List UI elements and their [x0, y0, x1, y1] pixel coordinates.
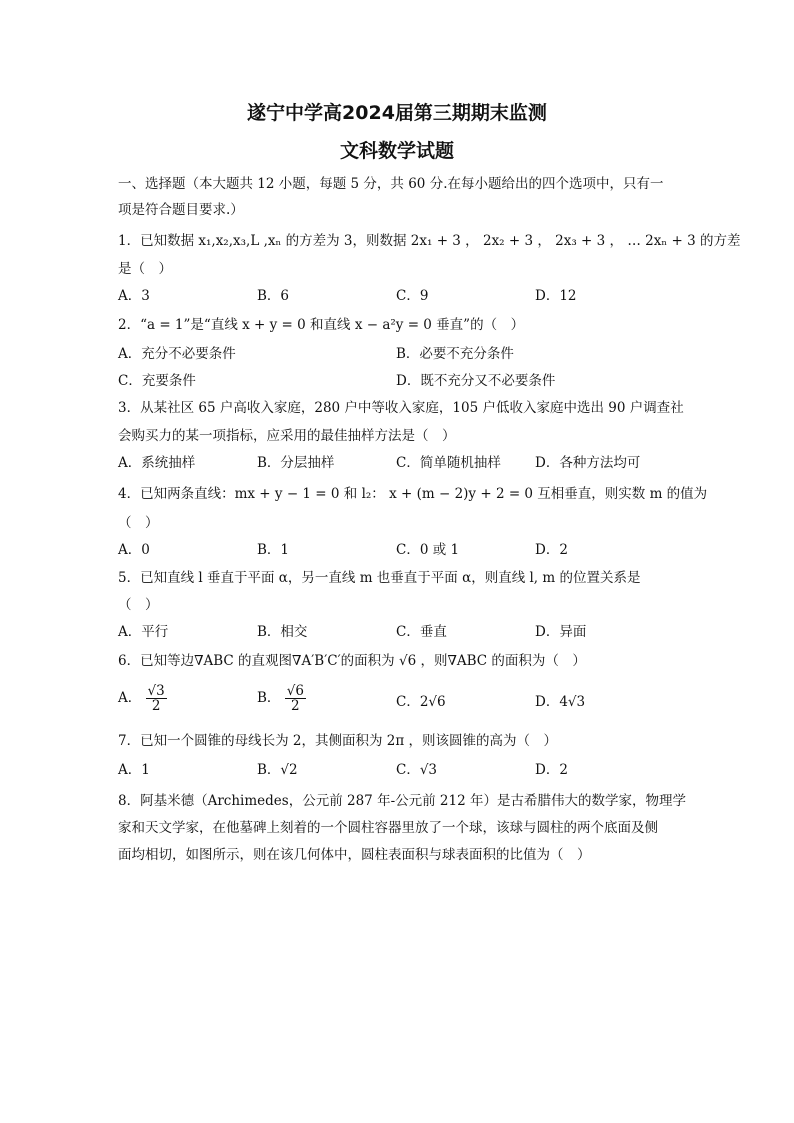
- q5-option-c: C．垂直: [396, 624, 447, 640]
- q7-option-a: A．1: [118, 762, 150, 778]
- q5-stem-line1: 5．已知直线 l 垂直于平面 α，另一直线 m 也垂直于平面 α，则直线 l, m 的位置关系是: [118, 570, 641, 586]
- q4-option-b: B．1: [257, 542, 290, 558]
- q6-option-a-fraction: [146, 684, 167, 713]
- exam-title: 遂宁中学高2024届第三期期末监测: [247, 102, 547, 124]
- q3-option-b: B．分层抽样: [257, 455, 335, 471]
- q6-option-a-label: A．: [118, 690, 142, 706]
- q7-option-d: D．2: [535, 762, 568, 778]
- q4-option-c: C．0 或 1: [396, 542, 460, 558]
- q6-option-a-numerator: √3: [147, 683, 165, 699]
- q4-stem-line2: （ ）: [118, 515, 159, 531]
- q7-option-c: C．√3: [396, 762, 438, 778]
- q8-stem-line2: 家和天文学家，在他墓碑上刻着的一个圆柱容器里放了一个球，该球与圆柱的两个底面及侧: [118, 820, 658, 836]
- section-instructions-line1: 一、选择题（本大题共 12 小题，每题 5 分，共 60 分.在每小题给出的四个选项中，只有一: [118, 176, 664, 192]
- q1-option-a: A．3: [118, 288, 150, 304]
- q6-option-d: D．4√3: [535, 694, 586, 710]
- q2-option-a: A．充分不必要条件: [118, 346, 236, 362]
- q8-stem-line3: 面均相切，如图所示，则在该几何体中，圆柱表面积与球表面积的比值为（ ）: [118, 847, 591, 863]
- q5-option-d: D．异面: [535, 624, 587, 640]
- q3-stem-line1: 3．从某社区 65 户高收入家庭，280 户中等收入家庭，105 户低收入家庭中选出 90 户调查社: [118, 400, 684, 416]
- q1-option-b: B．6: [257, 288, 290, 304]
- q5-option-b: B．相交: [257, 624, 308, 640]
- q4-option-a: A．0: [118, 542, 150, 558]
- q2-option-c: C．充要条件: [118, 373, 196, 389]
- q6-option-a: [118, 684, 167, 713]
- q6-stem: 6．已知等边∇ABC 的直观图∇A′B′C′的面积为 √6 ，则∇ABC 的面积为（ ）: [118, 653, 586, 669]
- q6-option-b: [257, 684, 306, 713]
- q3-option-d: D．各种方法均可: [535, 455, 641, 471]
- q6-option-c: C．2√6: [396, 694, 446, 710]
- exam-subtitle: 文科数学试题: [339, 140, 454, 162]
- q6-option-b-label: B．: [257, 690, 281, 706]
- section-instructions-line2: 项是符合题目要求.）: [118, 202, 244, 218]
- q2-option-b: B．必要不充分条件: [396, 346, 514, 362]
- q2-option-d: D．既不充分又不必要条件: [396, 373, 556, 389]
- q7-option-b: B．√2: [257, 762, 298, 778]
- q3-stem-line2: 会购买力的某一项指标，应采用的最佳抽样方法是（ ）: [118, 428, 456, 444]
- q4-stem-line1: 4．已知两条直线：mx + y − 1 = 0 和 l₂： x + (m − 2)y + 2 = 0 互相垂直，则实数 m 的值为: [118, 486, 708, 502]
- q6-option-b-denominator: 2: [291, 698, 300, 714]
- q1-stem-line2: 是（ ）: [118, 261, 172, 277]
- q8-stem-line1: 8．阿基米德（Archimedes，公元前 287 年-公元前 212 年）是古希腊伟大的数学家，物理学: [118, 793, 686, 809]
- q6-option-b-numerator: √6: [286, 683, 304, 699]
- q7-stem: 7．已知一个圆锥的母线长为 2，其侧面积为 2π ，则该圆锥的高为（ ）: [118, 733, 558, 749]
- q1-stem-line1: 1．已知数据 x₁,x₂,x₃,L ,xₙ 的方差为 3，则数据 2x₁ + 3 ， 2x₂ + 3 ， 2x₃ + 3 ， … 2xₙ + 3 的方差: [118, 233, 741, 249]
- q6-option-a-denominator: 2: [151, 698, 161, 714]
- q2-stem: 2．“a = 1”是“直线 x + y = 0 和直线 x − a²y = 0 垂直”的（ ）: [118, 317, 525, 333]
- q5-option-a: A．平行: [118, 624, 169, 640]
- q4-option-d: D．2: [535, 542, 568, 558]
- q6-option-b-fraction: [285, 684, 306, 713]
- q1-option-d: D．12: [535, 288, 577, 304]
- q1-option-c: C．9: [396, 288, 429, 304]
- q3-option-a: A．系统抽样: [118, 455, 196, 471]
- q3-option-c: C．简单随机抽样: [396, 455, 501, 471]
- q5-stem-line2: （ ）: [118, 597, 159, 613]
